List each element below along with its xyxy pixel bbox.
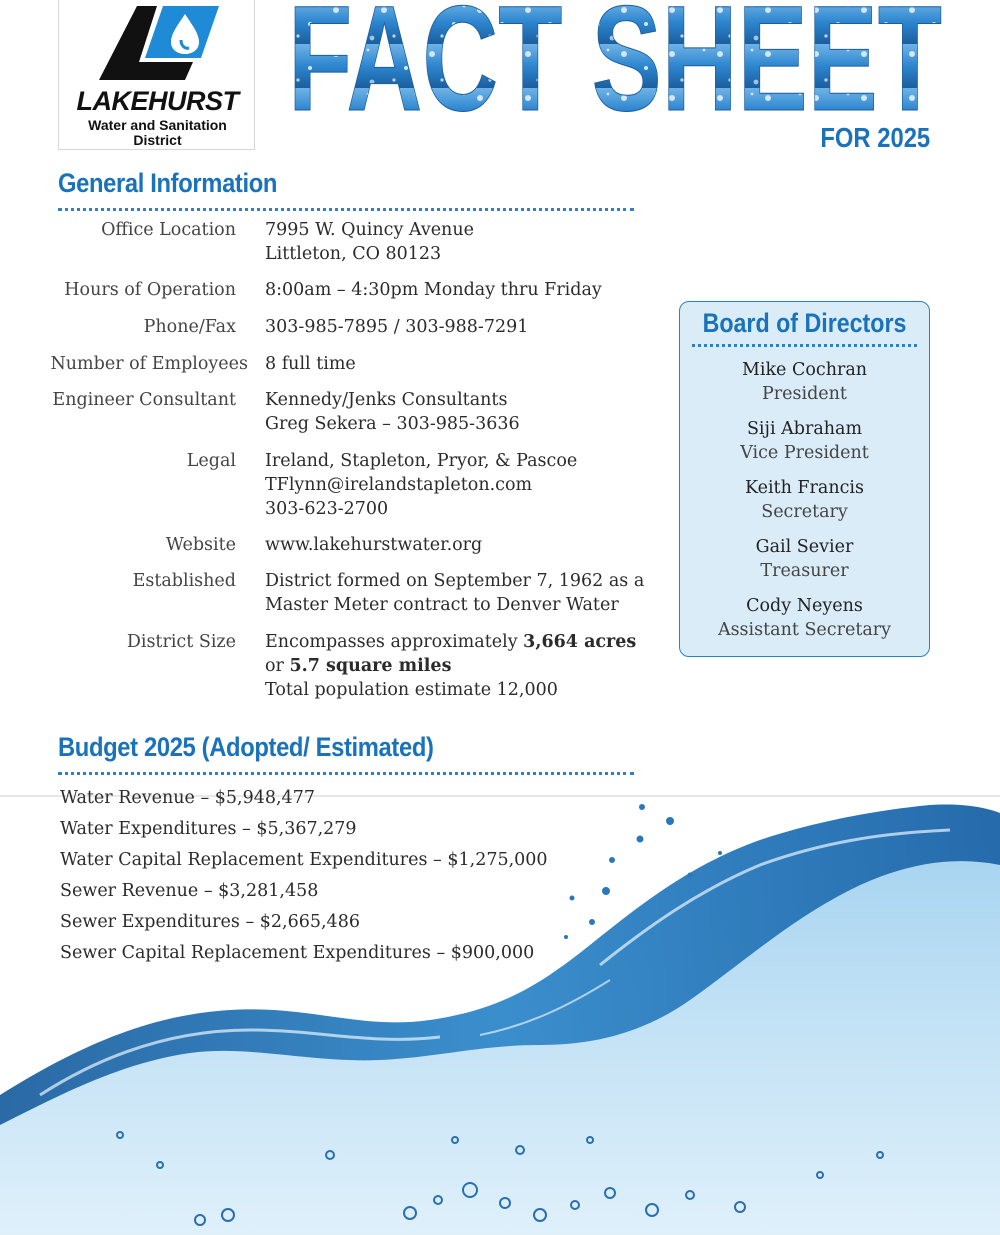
website-link[interactable]: www.lakehurstwater.org [265, 535, 483, 555]
info-value-line: Kennedy/Jenks Consultants [265, 390, 508, 410]
budget-divider [58, 772, 634, 775]
member-role: Assistant Secretary [717, 620, 892, 640]
general-info-divider [58, 208, 634, 211]
district-logo [58, 0, 255, 150]
member-name: Siji Abraham [746, 419, 863, 439]
board-member [680, 476, 929, 524]
info-value [265, 352, 645, 376]
info-value-line [265, 630, 645, 654]
info-value-line: Total population estimate 12,000 [265, 680, 558, 700]
info-label: Hours of Operation [64, 280, 236, 300]
budget-item-water-revenue: Water Revenue – $5,948,477 [60, 788, 315, 808]
member-role: Vice President [740, 443, 869, 463]
budget-item-sewer-capital: Sewer Capital Replacement Expenditures – $900,000 [60, 943, 535, 963]
member-name: Gail Sevier [755, 537, 854, 557]
budget-item-sewer-revenue: Sewer Revenue – $3,281,458 [60, 881, 319, 901]
info-value [265, 278, 645, 302]
info-value-line: 303-623-2700 [265, 499, 389, 519]
year-label: FOR 2025 [820, 122, 930, 153]
info-value-line: Littleton, CO 80123 [265, 244, 442, 264]
info-label: Website [165, 535, 236, 555]
info-value [265, 449, 645, 521]
budget-item-water-capital: Water Capital Replacement Expenditures – $1,275,000 [60, 850, 548, 870]
budget-heading: Budget 2025 (Adopted/ Estimated) [58, 732, 434, 762]
info-label: Engineer Consultant [52, 390, 236, 410]
size-text: Encompasses approximately [265, 632, 518, 652]
info-label: Legal [186, 451, 236, 471]
size-square-miles: 5.7 square miles [289, 656, 452, 676]
general-info-heading: General Information [58, 168, 278, 198]
budget-item-sewer-expenditures: Sewer Expenditures – $2,665,486 [60, 912, 360, 932]
info-value-line: District formed on September 7, 1962 as a [265, 571, 645, 591]
info-value [265, 315, 645, 339]
board-member [680, 358, 929, 406]
info-label: Office Location [101, 220, 236, 240]
member-role: President [762, 384, 847, 404]
info-label: Number of Employees [50, 354, 248, 374]
logo-subtitle-line1: Water and Sanitation [88, 117, 227, 133]
board-member [680, 417, 929, 465]
info-value-line: 303-985-7895 / 303-988-7291 [265, 317, 529, 337]
board-divider [692, 344, 917, 347]
board-of-directors-box [679, 301, 930, 657]
info-value-line: 8 full time [265, 354, 356, 374]
info-value-line: 7995 W. Quincy Avenue [265, 220, 474, 240]
info-value-line [265, 654, 645, 678]
member-role: Treasurer [760, 561, 849, 581]
logo-subtitle-line2: District [133, 132, 182, 148]
member-name: Mike Cochran [741, 360, 868, 380]
info-value-line: Ireland, Stapleton, Pryor, & Pascoe [265, 451, 578, 471]
info-value [265, 533, 645, 557]
member-role: Secretary [761, 502, 848, 522]
board-member [680, 594, 929, 642]
size-text: or [265, 656, 284, 676]
info-value [265, 569, 645, 617]
member-name: Cody Neyens [746, 596, 863, 616]
info-value [265, 218, 645, 266]
info-label: District Size [126, 632, 236, 652]
info-value [265, 388, 645, 436]
member-name: Keith Francis [744, 478, 864, 498]
size-acres: 3,664 acres [523, 632, 637, 652]
lakehurst-logo-icon [97, 2, 219, 84]
info-value [265, 630, 645, 702]
fact-sheet-title-text: FACT SHEET [288, 0, 942, 120]
board-heading: Board of Directors [702, 308, 907, 338]
info-label: Established [132, 571, 236, 591]
logo-subtitle [59, 118, 256, 148]
info-value-line: Master Meter contract to Denver Water [265, 595, 619, 615]
info-value-line: Greg Sekera – 303-985-3636 [265, 414, 520, 434]
legal-email-link[interactable]: TFlynn@irelandstapleton.com [265, 475, 533, 495]
logo-name: LAKEHURST [76, 86, 239, 116]
info-value-line: 8:00am – 4:30pm Monday thru Friday [265, 280, 602, 300]
budget-item-water-expenditures: Water Expenditures – $5,367,279 [60, 819, 357, 839]
board-member [680, 535, 929, 583]
fact-sheet-title [280, 0, 950, 120]
info-label: Phone/Fax [143, 317, 236, 337]
